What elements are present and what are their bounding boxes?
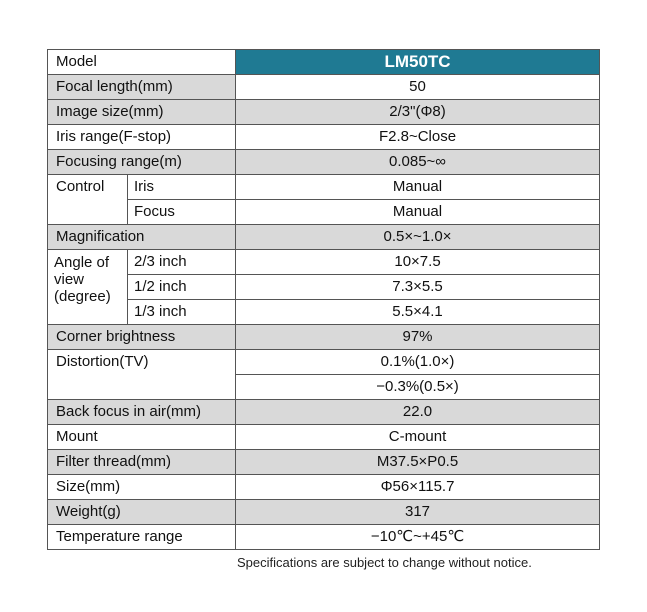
distortion-row xyxy=(48,350,600,375)
control-iris-value: Manual xyxy=(236,175,600,200)
focusing-range-label: Focusing range(m) xyxy=(48,150,236,175)
control-label: Control xyxy=(48,175,128,225)
filter-thread-value: M37.5×P0.5 xyxy=(236,450,600,475)
model-name: LM50TC xyxy=(236,50,600,75)
image-size-label: Image size(mm) xyxy=(48,100,236,125)
angle-size-value: 10×7.5 xyxy=(236,250,600,275)
focal-length-value: 50 xyxy=(236,75,600,100)
angle-row-1-2 xyxy=(48,275,600,300)
filter-thread-row xyxy=(48,450,600,475)
mount-row xyxy=(48,425,600,450)
mount-label: Mount xyxy=(48,425,236,450)
angle-row-2-3 xyxy=(48,250,600,275)
size-value: Φ56×115.7 xyxy=(236,475,600,500)
back-focus-value: 22.0 xyxy=(236,400,600,425)
control-focus-label: Focus xyxy=(128,200,236,225)
focusing-range-value: 0.085~∞ xyxy=(236,150,600,175)
focusing-range-row xyxy=(48,150,600,175)
weight-value: 317 xyxy=(236,500,600,525)
model-label: Model xyxy=(48,50,236,75)
angle-size-value: 7.3×5.5 xyxy=(236,275,600,300)
magnification-value: 0.5×~1.0× xyxy=(236,225,600,250)
angle-size-label: 1/3 inch xyxy=(128,300,236,325)
iris-range-row xyxy=(48,125,600,150)
magnification-row xyxy=(48,225,600,250)
footnote: Specifications are subject to change without notice. xyxy=(237,555,532,570)
distortion-label: Distortion(TV) xyxy=(48,350,236,400)
temperature-range-label: Temperature range xyxy=(48,525,236,550)
spec-table xyxy=(47,49,600,550)
angle-size-value: 5.5×4.1 xyxy=(236,300,600,325)
magnification-label: Magnification xyxy=(48,225,236,250)
temperature-range-row xyxy=(48,525,600,550)
focal-length-label: Focal length(mm) xyxy=(48,75,236,100)
control-iris-label: Iris xyxy=(128,175,236,200)
back-focus-row xyxy=(48,400,600,425)
control-focus-value: Manual xyxy=(236,200,600,225)
angle-row-1-3 xyxy=(48,300,600,325)
size-label: Size(mm) xyxy=(48,475,236,500)
model-row xyxy=(48,50,600,75)
iris-range-label: Iris range(F-stop) xyxy=(48,125,236,150)
angle-of-view-label: Angle of view (degree) xyxy=(48,250,128,325)
temperature-range-value: −10℃~+45℃ xyxy=(236,525,600,550)
filter-thread-label: Filter thread(mm) xyxy=(48,450,236,475)
angle-size-label: 2/3 inch xyxy=(128,250,236,275)
distortion-value-1: 0.1%(1.0×) xyxy=(236,350,600,375)
back-focus-label: Back focus in air(mm) xyxy=(48,400,236,425)
image-size-value: 2/3"(Φ8) xyxy=(236,100,600,125)
image-size-row xyxy=(48,100,600,125)
mount-value: C-mount xyxy=(236,425,600,450)
focal-length-row xyxy=(48,75,600,100)
weight-label: Weight(g) xyxy=(48,500,236,525)
corner-brightness-label: Corner brightness xyxy=(48,325,236,350)
corner-brightness-row xyxy=(48,325,600,350)
control-focus-row xyxy=(48,200,600,225)
control-iris-row xyxy=(48,175,600,200)
corner-brightness-value: 97% xyxy=(236,325,600,350)
iris-range-value: F2.8~Close xyxy=(236,125,600,150)
weight-row xyxy=(48,500,600,525)
size-row xyxy=(48,475,600,500)
distortion-value-2: −0.3%(0.5×) xyxy=(236,375,600,400)
angle-size-label: 1/2 inch xyxy=(128,275,236,300)
